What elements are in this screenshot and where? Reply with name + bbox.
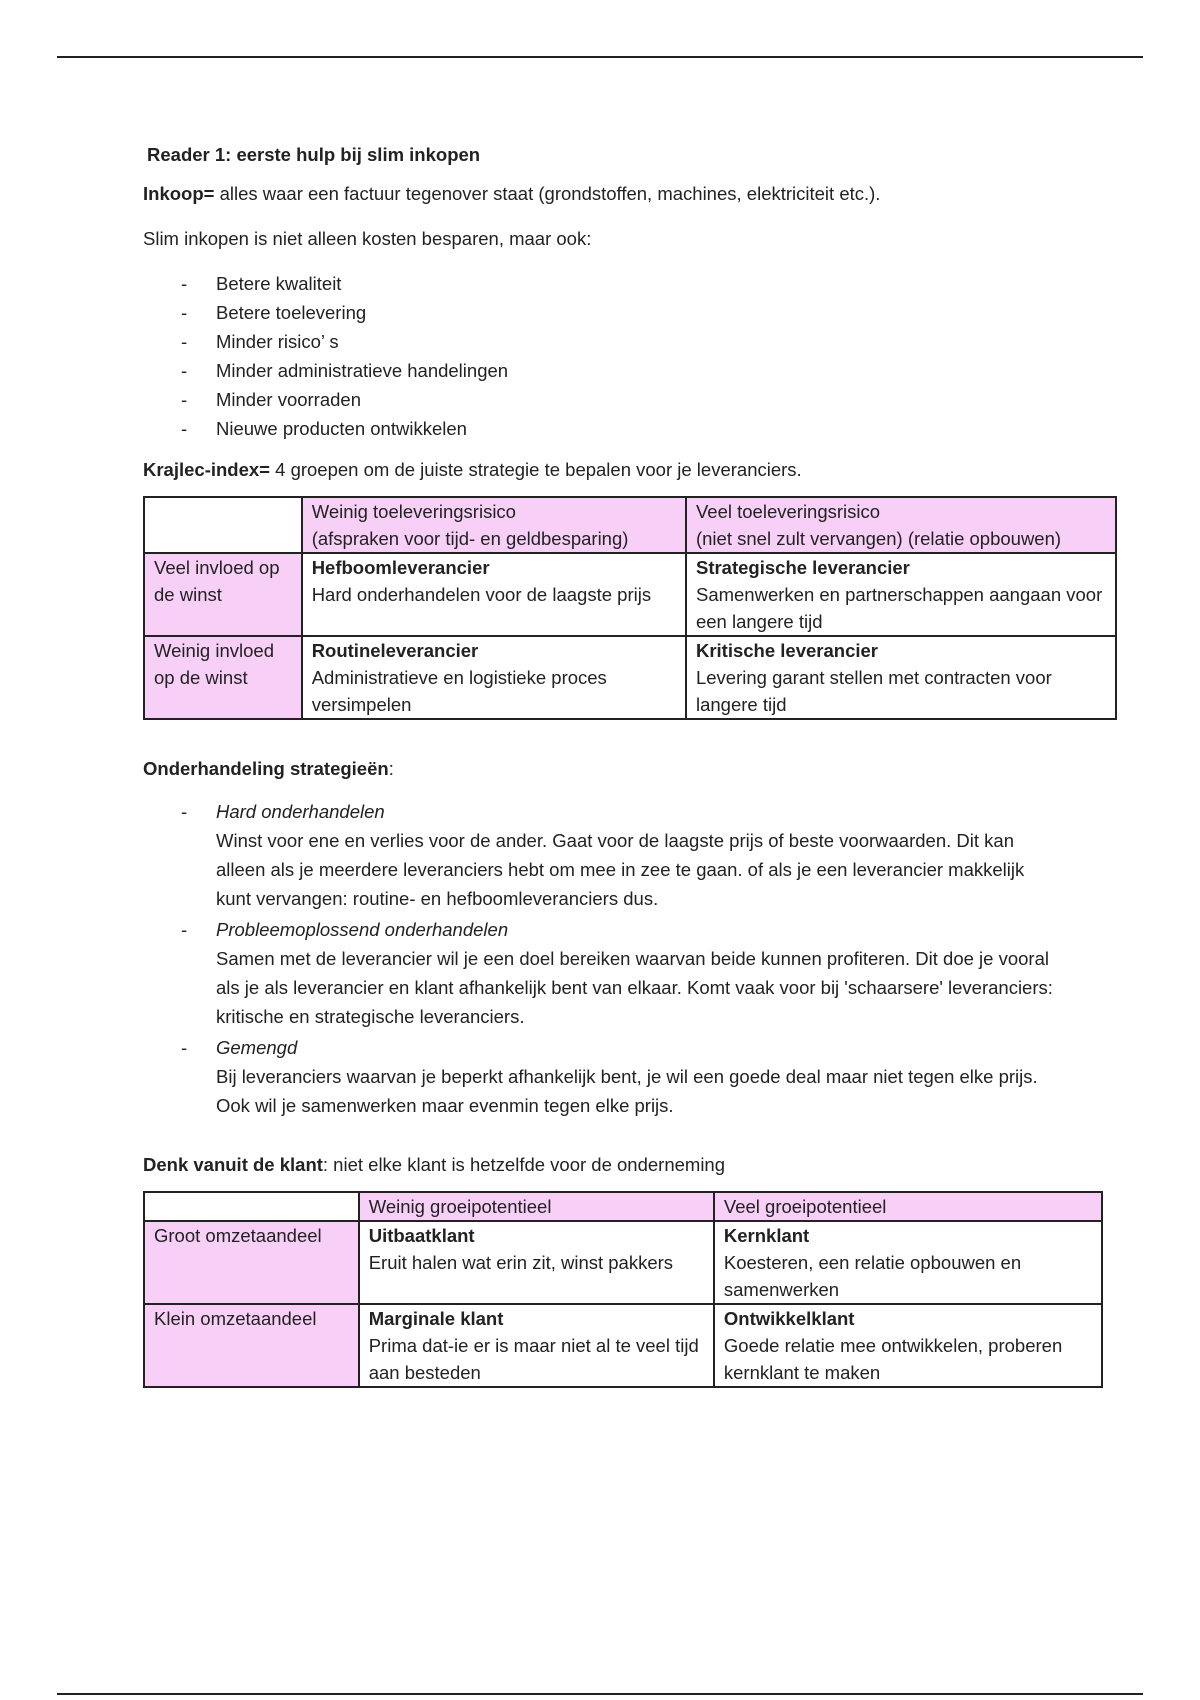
table-corner-cell <box>144 497 302 553</box>
supplier-type: Routineleverancier <box>311 640 479 661</box>
table-cell <box>714 1304 1102 1387</box>
customer-type: Uitbaatklant <box>368 1225 475 1246</box>
onderhandeling-colon: : <box>388 758 394 779</box>
list-item: - Nieuwe producten ontwikkelen <box>143 414 1123 443</box>
table-row-header: Weinig invloed op de winst <box>144 636 302 719</box>
klant-table <box>143 1191 1103 1388</box>
klant-term: Denk vanuit de klant <box>143 1154 323 1175</box>
krajlec-term: Krajlec-index= <box>143 459 270 480</box>
inkoop-text: alles waar een factuur tegenover staat (grondstoffen, machines, elektriciteit etc.). <box>214 183 881 204</box>
table-row-header: Klein omzetaandeel <box>144 1304 359 1387</box>
customer-description: Goede relatie mee ontwikkelen, proberen kernklant te maken <box>723 1335 1063 1383</box>
table-column-header <box>302 497 686 553</box>
table-row <box>144 497 1116 553</box>
table-row <box>144 553 1116 636</box>
supplier-type: Strategische leverancier <box>695 557 910 578</box>
table-row-header: Veel invloed op de winst <box>144 553 302 636</box>
table-column-header <box>686 497 1116 553</box>
customer-type: Ontwikkelklant <box>723 1308 855 1329</box>
strategy-name: - Probleemoplossend onderhandelen <box>216 919 509 940</box>
table-row <box>144 1221 1102 1304</box>
customer-type: Kernklant <box>723 1225 810 1246</box>
onderhandeling-term: Onderhandeling strategieën <box>143 758 389 779</box>
table-row <box>144 636 1116 719</box>
list-item: - Betere toelevering <box>143 298 1123 327</box>
spacer <box>143 730 1123 754</box>
strategy-description: Bij leveranciers waarvan je beperkt afhankelijk bent, je wil een goede deal maar niet tegen elke prijs. Ook wil je samenwerken maar evenmin tegen elke prijs. <box>216 1066 1038 1116</box>
krajlec-text: 4 groepen om de juiste strategie te bepalen voor je leveranciers. <box>270 459 802 480</box>
supplier-type: Hefboomleverancier <box>311 557 490 578</box>
strategy-name: - Hard onderhandelen <box>216 801 385 822</box>
customer-type: Marginale klant <box>368 1308 504 1329</box>
list-item: - Minder voorraden <box>143 385 1123 414</box>
customer-description: Prima dat-ie er is maar niet al te veel tijd aan besteden <box>368 1335 699 1383</box>
header-line: (niet snel zult vervangen) (relatie opbouwen) <box>695 528 1062 549</box>
document-title: Reader 1: eerste hulp bij slim inkopen <box>147 144 481 165</box>
benefits-list <box>143 269 1123 443</box>
table-cell <box>302 553 686 636</box>
list-item <box>143 797 1123 913</box>
klant-text: : niet elke klant is hetzelfde voor de onderneming <box>322 1154 726 1175</box>
table-row <box>144 1304 1102 1387</box>
table-column-header: Veel groeipotentieel <box>714 1192 1102 1221</box>
slim-intro: Slim inkopen is niet alleen kosten besparen, maar ook: <box>143 228 592 249</box>
supplier-description: Samenwerken en partnerschappen aangaan voor een langere tijd <box>695 584 1103 632</box>
table-cell <box>359 1304 714 1387</box>
supplier-description: Levering garant stellen met contracten voor langere tijd <box>695 667 1052 715</box>
table-cell <box>714 1221 1102 1304</box>
table-row <box>144 1192 1102 1221</box>
footer-rule <box>57 1693 1143 1695</box>
supplier-type: Kritische leverancier <box>695 640 879 661</box>
table-column-header: Weinig groeipotentieel <box>359 1192 714 1221</box>
table-cell <box>686 553 1116 636</box>
header-rule <box>57 56 1143 58</box>
inkoop-term: Inkoop= <box>143 183 215 204</box>
header-line: (afspraken voor tijd- en geldbesparing) <box>311 528 629 549</box>
customer-description: Koesteren, een relatie opbouwen en samenwerken <box>723 1252 1022 1300</box>
inkoop-definition <box>143 179 1123 208</box>
table-corner-cell <box>144 1192 359 1221</box>
klant-definition <box>143 1150 1123 1179</box>
table-cell <box>686 636 1116 719</box>
krajlec-definition <box>143 455 1123 484</box>
customer-description: Eruit halen wat erin zit, winst pakkers <box>368 1252 674 1273</box>
strategy-description: Samen met de leverancier wil je een doel bereiken waarvan beide kunnen profiteren. Dit doe je vooral als je als leverancier en klant afhankelijk bent van elkaar. Komt vaak voor bij 'schaarsere' leveranciers: kritische en strategische leveranciers. <box>216 948 1053 1027</box>
supplier-description: Administratieve en logistieke proces versimpelen <box>311 667 607 715</box>
supplier-description: Hard onderhandelen voor de laagste prijs <box>311 584 652 605</box>
list-item: - Minder administratieve handelingen <box>143 356 1123 385</box>
list-item <box>143 915 1123 1031</box>
strategy-name: - Gemengd <box>216 1037 298 1058</box>
header-line: Weinig toeleveringsrisico <box>311 501 516 522</box>
strategy-description: Winst voor ene en verlies voor de ander. Gaat voor de laagste prijs of beste voorwaarden. Dit kan alleen als je meerdere leveranciers hebt om mee in zee te gaan. of als je een leverancier makkelijk kunt vervangen: routine- en hefboomleveranciers dus. <box>216 830 1025 909</box>
list-item: - Minder risico’ s <box>143 327 1123 356</box>
spacer <box>143 1136 1123 1150</box>
list-item <box>143 1033 1123 1120</box>
table-cell <box>302 636 686 719</box>
krajlec-table <box>143 496 1117 720</box>
strategies-list <box>143 797 1123 1120</box>
document-body <box>143 140 1123 1398</box>
list-item: - Betere kwaliteit <box>143 269 1123 298</box>
onderhandeling-heading <box>143 754 1123 783</box>
header-line: Veel toeleveringsrisico <box>695 501 881 522</box>
table-cell <box>359 1221 714 1304</box>
table-row-header: Groot omzetaandeel <box>144 1221 359 1304</box>
